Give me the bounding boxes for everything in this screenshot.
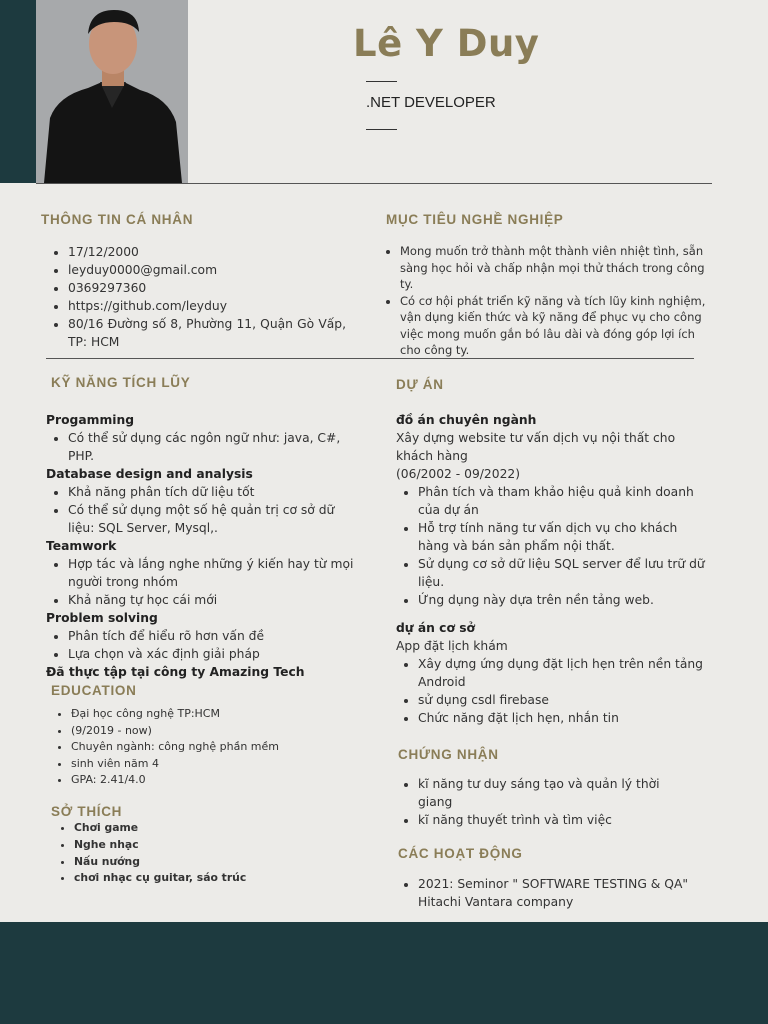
- left-accent-bar: [0, 0, 36, 183]
- project-2: [396, 619, 708, 727]
- skill-item: • Có thể sử dụng một số hệ quản trị cơ sở dữ liệu: SQL Server, Mysql,.: [68, 501, 362, 537]
- skill-group-title: Problem solving: [46, 611, 158, 625]
- skill-item: • Lựa chọn và xác định giải pháp: [68, 645, 362, 663]
- header-divider: [36, 183, 712, 184]
- email[interactable]: • leyduy0000@gmail.com: [68, 261, 346, 279]
- hobby-item: • Chơi game: [74, 820, 352, 837]
- project-title: dự án cơ sở: [396, 621, 475, 635]
- section-divider: [46, 358, 694, 359]
- project-item: • Ứng dụng này dựa trên nền tảng web.: [418, 591, 708, 609]
- footer-band: [0, 922, 768, 1024]
- education-item: • GPA: 2.41/4.0: [71, 772, 349, 789]
- skill-item: • Khả năng phân tích dữ liệu tốt: [68, 483, 362, 501]
- certificates-heading: CHỨNG NHẬN: [398, 747, 499, 762]
- personal-info-list: [46, 243, 346, 351]
- hobby-item: • Nghe nhạc: [74, 837, 352, 854]
- objective-item: • Mong muốn trở thành một thành viên nhiệt tình, sẵn sàng học hỏi và chấp nhận mọi thử thách trong công ty.: [400, 243, 710, 293]
- title-rule-top: [366, 81, 397, 82]
- project-description: App đặt lịch khám: [396, 639, 508, 653]
- skill-group-title: Progamming: [46, 413, 135, 427]
- project-item: • Hỗ trợ tính năng tư vấn dịch vụ cho khách hàng và bán sản phẩm nội thất.: [418, 519, 708, 555]
- project-item: • Chức năng đặt lịch hẹn, nhắn tin: [418, 709, 708, 727]
- certificate-item: • kĩ năng tư duy sáng tạo và quản lý thời giang: [418, 775, 686, 811]
- person-portrait-icon: [36, 0, 188, 183]
- objective-item: • Có cơ hội phát triển kỹ năng và tích lũy kinh nghiệm, vận dụng kiến thức và kỹ năng để phục vụ cho công việc mong muốn gắn bó lâu dài và đóng góp lợi ích cho công ty.: [400, 293, 710, 359]
- education-item: • Đại học công nghệ TP:HCM: [71, 706, 349, 723]
- birthday: • 17/12/2000: [68, 243, 346, 261]
- objective-heading: MỤC TIÊU NGHỀ NGHIỆP: [386, 212, 564, 227]
- hobbies-heading: SỞ THÍCH: [51, 804, 123, 819]
- skill-item: • Có thể sử dụng các ngôn ngữ như: java, C#, PHP.: [68, 429, 362, 465]
- project-item: • Sử dụng cơ sở dữ liệu SQL server để lưu trữ dữ liệu.: [418, 555, 708, 591]
- skill-group-title: Teamwork: [46, 539, 117, 553]
- activities-list: [396, 875, 706, 911]
- profile-photo: [36, 0, 188, 183]
- skill-item: • Hợp tác và lắng nghe những ý kiến hay từ mọi người trong nhóm: [68, 555, 362, 591]
- education-list: [49, 706, 349, 789]
- hobbies-list: [52, 820, 352, 887]
- project-1: [396, 411, 708, 609]
- personal-info-heading: THÔNG TIN CÁ NHÂN: [41, 212, 194, 227]
- project-item: • Xây dựng ứng dụng đặt lịch hẹn trên nền tảng Android: [418, 655, 708, 691]
- education-item: • (9/2019 - now): [71, 723, 349, 740]
- education-item: • sinh viên năm 4: [71, 756, 349, 773]
- project-date: (06/2002 - 09/2022): [396, 467, 521, 481]
- education-item: • Chuyên ngành: công nghệ phần mềm: [71, 739, 349, 756]
- activity-item: • 2021: Seminor " SOFTWARE TESTING & QA" Hitachi Vantara company: [418, 875, 706, 911]
- project-description: Xây dựng website tư vấn dịch vụ nội thất cho khách hàng: [396, 431, 676, 463]
- certificates-list: [396, 775, 686, 829]
- certificate-item: • kĩ năng thuyết trình và tìm việc: [418, 811, 686, 829]
- project-item: • Phân tích và tham khảo hiệu quả kinh doanh của dự án: [418, 483, 708, 519]
- project-item: • sử dụng csdl firebase: [418, 691, 708, 709]
- title-rule-bottom: [366, 129, 397, 130]
- activities-heading: CÁC HOẠT ĐỘNG: [398, 846, 523, 861]
- hobby-item: • Nấu nướng: [74, 854, 352, 871]
- skills-heading: KỸ NĂNG TÍCH LŨY: [51, 375, 191, 390]
- skill-item: • Khả năng tự học cái mới: [68, 591, 362, 609]
- hobby-item: • chơi nhạc cụ guitar, sáo trúc: [74, 870, 352, 887]
- phone: • 0369297360: [68, 279, 346, 297]
- projects-heading: DỰ ÁN: [396, 377, 444, 392]
- education-heading: EDUCATION: [51, 683, 137, 698]
- objective-list: [378, 243, 710, 359]
- address: • 80/16 Đường số 8, Phường 11, Quận Gò Vấp, TP: HCM: [68, 315, 346, 351]
- skill-item: • Phân tích để hiểu rõ hơn vấn đề: [68, 627, 362, 645]
- job-title: .NET DEVELOPER: [366, 94, 496, 111]
- skill-group-title: Database design and analysis: [46, 467, 253, 481]
- candidate-name: Lê Y Duy: [353, 22, 540, 65]
- project-title: đồ án chuyên ngành: [396, 413, 537, 427]
- github-link[interactable]: • https://github.com/leyduy: [68, 297, 346, 315]
- skills-block: [46, 411, 362, 681]
- internship-note: Đã thực tập tại công ty Amazing Tech: [46, 665, 305, 679]
